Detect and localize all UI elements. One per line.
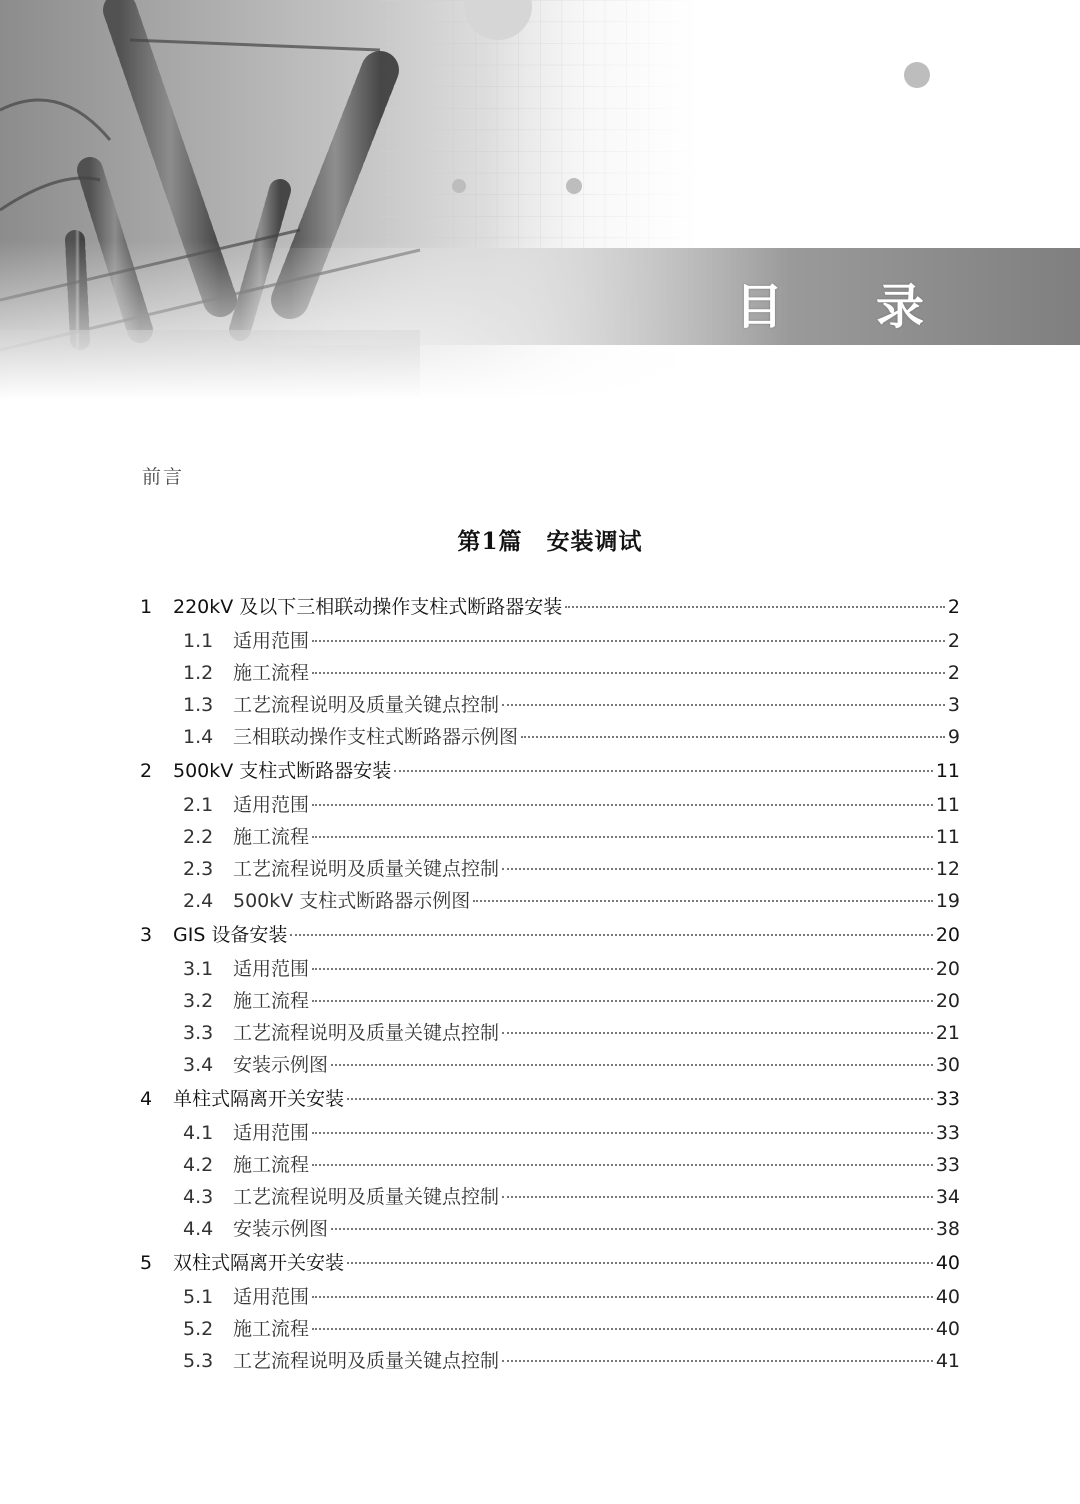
toc-leader-dots: [312, 1296, 933, 1298]
toc-leader-dots: [565, 606, 945, 608]
toc-section-entry[interactable]: [140, 1214, 960, 1246]
toc-entry-number: 5.1: [183, 1286, 214, 1308]
toc-section-entry[interactable]: [140, 1314, 960, 1346]
toc-entry-page-number: 40: [935, 1252, 960, 1274]
toc-section-entry[interactable]: [140, 1282, 960, 1314]
toc-section-entry[interactable]: [140, 626, 960, 658]
toc-entry-title: 三相联动操作支柱式断路器示例图: [233, 726, 519, 748]
toc-leader-dots: [331, 1064, 933, 1066]
toc-entry-title: 施工流程: [233, 662, 310, 684]
toc-entry-title: 适用范围: [233, 958, 310, 980]
toc-entry-page-number: 41: [935, 1350, 960, 1372]
toc-section-entry[interactable]: [140, 658, 960, 690]
toc-leader-dots: [502, 868, 933, 870]
toc-entry-page-number: 3: [947, 694, 960, 716]
toc-entry-number: 3.4: [183, 1054, 214, 1076]
toc-entry-page-number: 11: [935, 826, 960, 848]
toc-entry-number: 1.1: [183, 630, 214, 652]
toc-preface-link[interactable]: 前言: [142, 466, 185, 488]
toc-entry-title: 施工流程: [233, 990, 310, 1012]
toc-entry-page-number: 11: [935, 794, 960, 816]
toc-entry-page-number: 40: [935, 1318, 960, 1340]
toc-entry-title: 220kV 及以下三相联动操作支柱式断路器安装: [173, 596, 563, 618]
toc-entry-number: 4.4: [183, 1218, 214, 1240]
toc-entry-number: 2: [140, 760, 153, 782]
toc-leader-dots: [312, 1132, 933, 1134]
toc-entry-number: 1.3: [183, 694, 214, 716]
toc-section-entry[interactable]: [140, 986, 960, 1018]
toc-entry-title: 工艺流程说明及质量关键点控制: [233, 1022, 500, 1044]
toc-leader-dots: [290, 934, 932, 936]
toc-entry-title: 适用范围: [233, 1286, 310, 1308]
toc-entry-title: 工艺流程说明及质量关键点控制: [233, 858, 500, 880]
toc-entry-title: 500kV 支柱式断路器示例图: [233, 890, 471, 912]
toc-entry-number: 3.3: [183, 1022, 214, 1044]
toc-entry-number: 4.3: [183, 1186, 214, 1208]
toc-entry-page-number: 33: [935, 1122, 960, 1144]
toc-section-entry[interactable]: [140, 1118, 960, 1150]
toc-entry-page-number: 20: [935, 958, 960, 980]
toc-entry-title: 安装示例图: [233, 1054, 329, 1076]
toc-entry-page-number: 2: [947, 662, 960, 684]
toc-entry-page-number: 2: [947, 630, 960, 652]
toc-entry-number: 2.4: [183, 890, 214, 912]
toc-entry-title: 安装示例图: [233, 1218, 329, 1240]
toc-leader-dots: [502, 1360, 933, 1362]
toc-entry-page-number: 33: [935, 1088, 960, 1110]
toc-entry-page-number: 40: [935, 1286, 960, 1308]
toc-entry-number: 1: [140, 596, 153, 618]
toc-section-entry[interactable]: [140, 822, 960, 854]
toc-entry-number: 4: [140, 1088, 153, 1110]
toc-entry-number: 1.4: [183, 726, 214, 748]
toc-entry-title: 施工流程: [233, 1318, 310, 1340]
toc-entry-page-number: 34: [935, 1186, 960, 1208]
toc-leader-dots: [312, 836, 933, 838]
toc-entry-number: 5.2: [183, 1318, 214, 1340]
insulator-photo-illustration: [0, 0, 1080, 400]
toc-entry-page-number: 19: [935, 890, 960, 912]
toc-entry-title: 适用范围: [233, 794, 310, 816]
toc-section-entry[interactable]: [140, 854, 960, 886]
toc-leader-dots: [312, 968, 933, 970]
toc-entry-number: 5.3: [183, 1350, 214, 1372]
toc-chapter-entry[interactable]: [140, 592, 960, 626]
toc-section-entry[interactable]: [140, 954, 960, 986]
toc-section-entry[interactable]: [140, 1018, 960, 1050]
toc-section-entry[interactable]: [140, 1182, 960, 1214]
toc-chapter-entry[interactable]: [140, 1084, 960, 1118]
toc-entry-title: 单柱式隔离开关安装: [173, 1088, 345, 1110]
toc-leader-dots: [312, 1000, 933, 1002]
toc-entry-page-number: 33: [935, 1154, 960, 1176]
toc-entry-title: 适用范围: [233, 1122, 310, 1144]
toc-entry-title: 施工流程: [233, 826, 310, 848]
toc-section-entry[interactable]: [140, 790, 960, 822]
toc-entry-page-number: 20: [935, 990, 960, 1012]
toc-entry-title: 工艺流程说明及质量关键点控制: [233, 694, 500, 716]
toc-leader-dots: [394, 770, 933, 772]
toc-leader-dots: [312, 640, 945, 642]
toc-entry-number: 3.2: [183, 990, 214, 1012]
toc-entry-number: 4.1: [183, 1122, 214, 1144]
toc-entry-number: 2.1: [183, 794, 214, 816]
toc-leader-dots: [502, 704, 945, 706]
toc-entry-number: 1.2: [183, 662, 214, 684]
table-of-contents: [140, 590, 960, 1378]
toc-entry-number: 3: [140, 924, 153, 946]
toc-leader-dots: [312, 672, 945, 674]
part-heading: 第1篇 安装调试: [457, 528, 643, 555]
toc-section-entry[interactable]: [140, 690, 960, 722]
toc-leader-dots: [331, 1228, 933, 1230]
toc-leader-dots: [312, 1164, 933, 1166]
toc-leader-dots: [347, 1262, 933, 1264]
toc-entry-title: 适用范围: [233, 630, 310, 652]
toc-chapter-entry[interactable]: [140, 756, 960, 790]
toc-entry-page-number: 2: [947, 596, 960, 618]
toc-leader-dots: [312, 804, 933, 806]
toc-entry-page-number: 11: [935, 760, 960, 782]
toc-entry-title: 施工流程: [233, 1154, 310, 1176]
toc-entry-number: 2.2: [183, 826, 214, 848]
toc-entry-page-number: 21: [935, 1022, 960, 1044]
toc-entry-number: 2.3: [183, 858, 214, 880]
toc-leader-dots: [502, 1196, 933, 1198]
toc-entry-page-number: 20: [935, 924, 960, 946]
toc-leader-dots: [502, 1032, 933, 1034]
toc-section-entry[interactable]: [140, 1050, 960, 1082]
toc-entry-number: 4.2: [183, 1154, 214, 1176]
toc-entry-page-number: 9: [947, 726, 960, 748]
toc-entry-title: 工艺流程说明及质量关键点控制: [233, 1350, 500, 1372]
toc-entry-title: 工艺流程说明及质量关键点控制: [233, 1186, 500, 1208]
toc-section-entry[interactable]: [140, 722, 960, 754]
toc-entry-page-number: 30: [935, 1054, 960, 1076]
toc-entry-page-number: 38: [935, 1218, 960, 1240]
page-title: 目 录: [735, 279, 962, 335]
toc-leader-dots: [312, 1328, 933, 1330]
toc-leader-dots: [521, 736, 945, 738]
toc-entry-number: 3.1: [183, 958, 214, 980]
header-banner: [0, 0, 1080, 400]
toc-entry-title: 双柱式隔离开关安装: [173, 1252, 345, 1274]
toc-chapter-entry[interactable]: [140, 920, 960, 954]
toc-entry-title: 500kV 支柱式断路器安装: [173, 760, 392, 782]
toc-entry-number: 5: [140, 1252, 153, 1274]
toc-section-entry[interactable]: [140, 1346, 960, 1378]
toc-chapter-entry[interactable]: [140, 1248, 960, 1282]
toc-section-entry[interactable]: [140, 886, 960, 918]
toc-entry-page-number: 12: [935, 858, 960, 880]
toc-entry-title: GIS 设备安装: [173, 924, 288, 946]
toc-leader-dots: [473, 900, 933, 902]
toc-section-entry[interactable]: [140, 1150, 960, 1182]
toc-leader-dots: [347, 1098, 933, 1100]
